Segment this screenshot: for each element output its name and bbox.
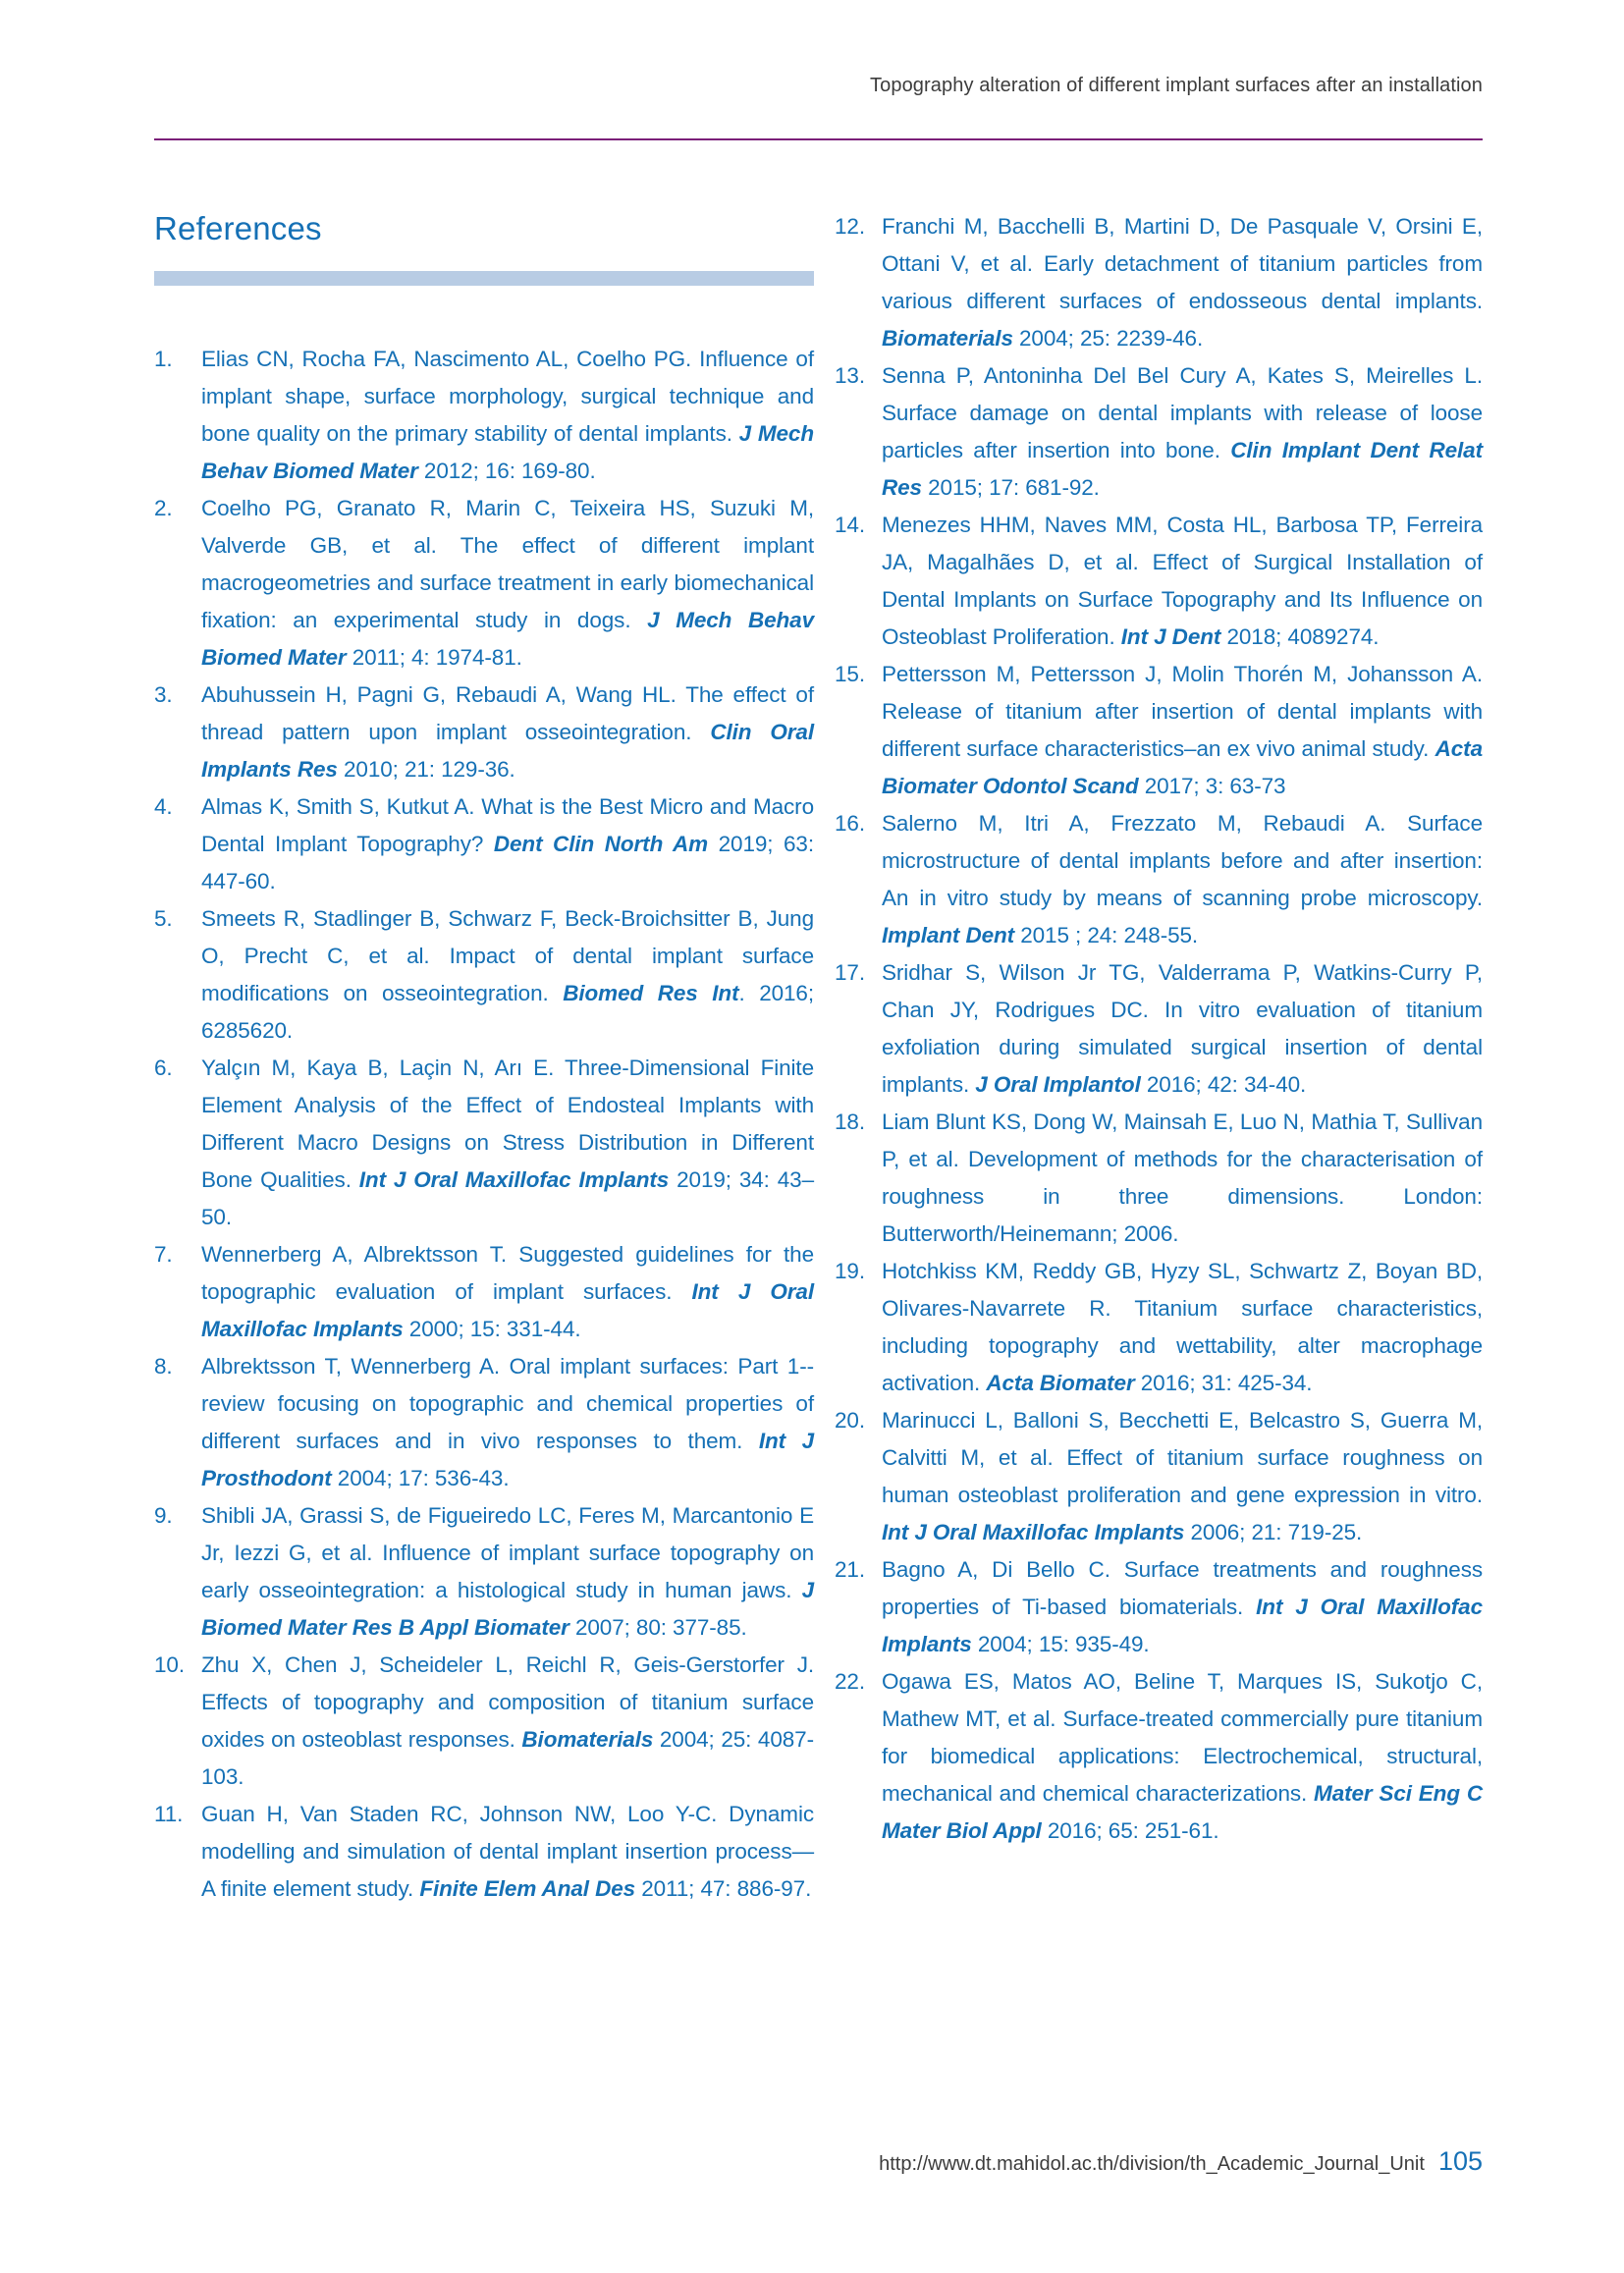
reference-item (154, 1796, 814, 1908)
reference-number: 10. (154, 1652, 185, 1677)
reference-item (835, 1253, 1483, 1402)
reference-item (154, 1050, 814, 1236)
reference-number: 15. (835, 662, 865, 686)
reference-number: 16. (835, 811, 865, 836)
reference-item (154, 788, 814, 900)
journal-name: J Mech Behav Biomed Mater (201, 608, 814, 670)
reference-number: 3. (154, 682, 173, 707)
reference-text: Coelho PG, Granato R, Marin C, Teixeira HS, Suzuki M, Valverde GB, et al. The effect of different implant macrogeometries and surface treatment in early biomechanical fixation: an experimental study in dogs. (201, 496, 814, 632)
page-footer (879, 2146, 1483, 2177)
journal-name: J Biomed Mater Res B Appl Biomater (201, 1578, 814, 1640)
reference-number: 20. (835, 1408, 865, 1433)
journal-name: Biomaterials (521, 1727, 654, 1752)
reference-text: Elias CN, Rocha FA, Nascimento AL, Coelho PG. Influence of implant shape, surface morphology, surgical technique and bone quality on the primary stability of dental implants. (201, 347, 814, 446)
reference-text: Salerno M, Itri A, Frezzato M, Rebaudi A. Surface microstructure of dental implants before and after insertion: An in vitro study by means of scanning probe microscopy. (882, 811, 1483, 910)
reference-item (835, 208, 1483, 357)
reference-text: Smeets R, Stadlinger B, Schwarz F, Beck-Broichsitter B, Jung O, Precht C, et al. Impact of dental implant surface modifications on osseointegration. (201, 906, 814, 1005)
reference-number: 17. (835, 960, 865, 985)
reference-text: 2016; 42: 34-40. (1140, 1072, 1307, 1097)
reference-text: Yalçın M, Kaya B, Laçin N, Arı E. Three-Dimensional Finite Element Analysis of the Effect of Endosteal Implants with Different Macro Designs on Stress Distribution in Different Bone Qualities. (201, 1055, 814, 1192)
reference-text: 2010; 21: 129-36. (337, 757, 515, 782)
reference-text: Bagno A, Di Bello C. Surface treatments and roughness properties of Ti-based biomaterials. (882, 1557, 1483, 1619)
journal-name: Acta Biomater Odontol Scand (882, 736, 1483, 798)
reference-text: 2000; 15: 331-44. (403, 1317, 581, 1341)
reference-number: 21. (835, 1557, 865, 1582)
journal-name: J Oral Implantol (975, 1072, 1141, 1097)
journal-name: J Mech Behav Biomed Mater (201, 421, 814, 483)
reference-number: 2. (154, 496, 173, 520)
journal-name: Clin Oral Implants Res (201, 720, 814, 782)
reference-text: Shibli JA, Grassi S, de Figueiredo LC, Feres M, Marcantonio E Jr, Iezzi G, et al. Influence of implant surface topography on early osseointegration: a histological study in human jaws. (201, 1503, 814, 1602)
reference-item (835, 507, 1483, 656)
reference-text: 2006; 21: 719-25. (1184, 1520, 1363, 1544)
reference-item (154, 1236, 814, 1348)
reference-text: Marinucci L, Balloni S, Becchetti E, Belcastro S, Guerra M, Calvitti M, et al. Effect of titanium surface roughness on human osteoblast proliferation and gene expression in vitro. (882, 1408, 1483, 1507)
references-title: References (154, 210, 322, 246)
reference-item (835, 1104, 1483, 1253)
reference-number: 9. (154, 1503, 173, 1528)
reference-number: 19. (835, 1259, 865, 1283)
journal-name: Dent Clin North Am (493, 832, 709, 856)
reference-number: 14. (835, 513, 865, 537)
reference-number: 7. (154, 1242, 173, 1267)
reference-list-right (835, 208, 1483, 1850)
reference-text: Franchi M, Bacchelli B, Martini D, De Pasquale V, Orsini E, Ottani V, et al. Early detachment of titanium particles from various different surfaces of endosseous dental implants. (882, 214, 1483, 313)
reference-text: 2004; 15: 935-49. (971, 1632, 1150, 1656)
journal-name: Mater Sci Eng C Mater Biol Appl (882, 1781, 1483, 1843)
references-column-right (835, 208, 1483, 1908)
journal-name: Implant Dent (882, 923, 1015, 947)
reference-number: 8. (154, 1354, 173, 1379)
reference-list-left (154, 341, 814, 1908)
reference-text: Albrektsson T, Wennerberg A. Oral implant surfaces: Part 1--review focusing on topographic and chemical properties of different surfaces and in vivo responses to them. (201, 1354, 814, 1453)
reference-text: Liam Blunt KS, Dong W, Mainsah E, Luo N, Mathia T, Sullivan P, et al. Development of methods for the characterisation of roughness in three dimensions. London: Butterworth/Heinemann; 2006. (882, 1109, 1483, 1246)
journal-name: Int J Oral Maxillofac Implants (882, 1520, 1185, 1544)
reference-number: 12. (835, 214, 865, 239)
journal-name: Biomaterials (882, 326, 1013, 351)
reference-text: 2019; 63: 447-60. (201, 832, 814, 893)
footer-url: http://www.dt.mahidol.ac.th/division/th_Academic_Journal_Unit (879, 2153, 1425, 2175)
reference-number: 22. (835, 1669, 865, 1694)
reference-number: 4. (154, 794, 173, 819)
reference-item (835, 1663, 1483, 1850)
reference-text: Almas K, Smith S, Kutkut A. What is the Best Micro and Macro Dental Implant Topography? (201, 794, 814, 856)
reference-item (835, 954, 1483, 1104)
journal-name: Int J Oral Maxillofac Implants (201, 1279, 815, 1341)
reference-item (154, 490, 814, 676)
reference-item (154, 900, 814, 1050)
reference-item (154, 1348, 814, 1497)
journal-name: Clin Implant Dent Relat Res (882, 438, 1483, 500)
running-title: Topography alteration of different implant surfaces after an installation (870, 75, 1483, 96)
journal-name: Int J Oral Maxillofac Implants (358, 1167, 670, 1192)
reference-text: 2012; 16: 169-80. (417, 459, 596, 483)
journal-name: Biomed Res Int (563, 981, 739, 1005)
reference-number: 1. (154, 347, 173, 371)
reference-item (154, 676, 814, 788)
journal-name: Int J Dent (1120, 624, 1221, 649)
reference-text: 2016; 31: 425-34. (1134, 1371, 1313, 1395)
reference-text: Senna P, Antoninha Del Bel Cury A, Kates S, Meirelles L. Surface damage on dental implants with release of loose particles after insertion into bone. (882, 363, 1483, 462)
reference-item (835, 805, 1483, 954)
reference-number: 18. (835, 1109, 865, 1134)
reference-text: 2015; 17: 681-92. (921, 475, 1100, 500)
reference-text: 2018; 4089274. (1220, 624, 1380, 649)
journal-name: Int J Prosthodont (201, 1429, 814, 1490)
reference-item (835, 656, 1483, 805)
reference-text: Pettersson M, Pettersson J, Molin Thorén M, Johansson A. Release of titanium after insertion of dental implants with different surface characteristics–an ex vivo animal study. (882, 662, 1483, 761)
reference-text: 2019; 34: 43–50. (201, 1167, 814, 1229)
header-rule (154, 138, 1483, 140)
reference-number: 5. (154, 906, 173, 931)
reference-text: 2004; 25: 2239-46. (1012, 326, 1204, 351)
references-section (154, 208, 1483, 1908)
reference-text: Hotchkiss KM, Reddy GB, Hyzy SL, Schwartz Z, Boyan BD, Olivares-Navarrete R. Titanium surface characteristics, including topography and wettability, alter macrophage activation. (882, 1259, 1483, 1395)
reference-text: Wennerberg A, Albrektsson T. Suggested guidelines for the topographic evaluation of implant surfaces. (201, 1242, 814, 1304)
reference-text: 2004; 25: 4087-103. (201, 1727, 814, 1789)
reference-text: Sridhar S, Wilson Jr TG, Valderrama P, Watkins-Curry P, Chan JY, Rodrigues DC. In vitro evaluation of titanium exfoliation during simulated surgical insertion of dental implants. (882, 960, 1483, 1097)
reference-text: Abuhussein H, Pagni G, Rebaudi A, Wang HL. The effect of thread pattern upon implant osseointegration. (201, 682, 814, 744)
reference-text: Guan H, Van Staden RC, Johnson NW, Loo Y-C. Dynamic modelling and simulation of dental implant insertion process—A finite element study. (201, 1802, 814, 1901)
reference-text: . 2016; 6285620. (201, 981, 815, 1043)
journal-name: Acta Biomater (986, 1371, 1135, 1395)
reference-item (835, 357, 1483, 507)
reference-text: Menezes HHM, Naves MM, Costa HL, Barbosa TP, Ferreira JA, Magalhães D, et al. Effect of Surgical Installation of Dental Implants on Surface Topography and Its Influence on Osteoblast Proliferation. (882, 513, 1483, 649)
reference-item (835, 1551, 1483, 1663)
journal-name: Int J Oral Maxillofac Implants (882, 1595, 1483, 1656)
references-column-left (154, 208, 814, 1908)
reference-text: 2004; 17: 536-43. (331, 1466, 510, 1490)
journal-name: Finite Elem Anal Des (419, 1876, 636, 1901)
reference-text: Zhu X, Chen J, Scheideler L, Reichl R, Geis-Gerstorfer J. Effects of topography and composition of titanium surface oxides on osteoblast responses. (201, 1652, 814, 1752)
reference-text: 2007; 80: 377-85. (568, 1615, 747, 1640)
reference-item (154, 1497, 814, 1647)
page-number: 105 (1437, 2146, 1483, 2176)
title-underline-bar (154, 271, 814, 286)
reference-number: 11. (154, 1802, 184, 1826)
reference-item (835, 1402, 1483, 1551)
reference-item (154, 1647, 814, 1796)
reference-number: 6. (154, 1055, 173, 1080)
reference-text: Ogawa ES, Matos AO, Beline T, Marques IS, Sukotjo C, Mathew MT, et al. Surface-treated commercially pure titanium for biomedical applications: Electrochemical, structural, mechanical and chemical characterizations. (882, 1669, 1483, 1806)
reference-text: 2017; 3: 63-73 (1138, 774, 1286, 798)
reference-text: 2016; 65: 251-61. (1041, 1818, 1219, 1843)
reference-number: 13. (835, 363, 865, 388)
reference-text: 2011; 4: 1974-81. (346, 645, 522, 670)
reference-item (154, 341, 814, 490)
reference-text: 2015 ; 24: 248-55. (1014, 923, 1199, 947)
reference-text: 2011; 47: 886-97. (635, 1876, 812, 1901)
